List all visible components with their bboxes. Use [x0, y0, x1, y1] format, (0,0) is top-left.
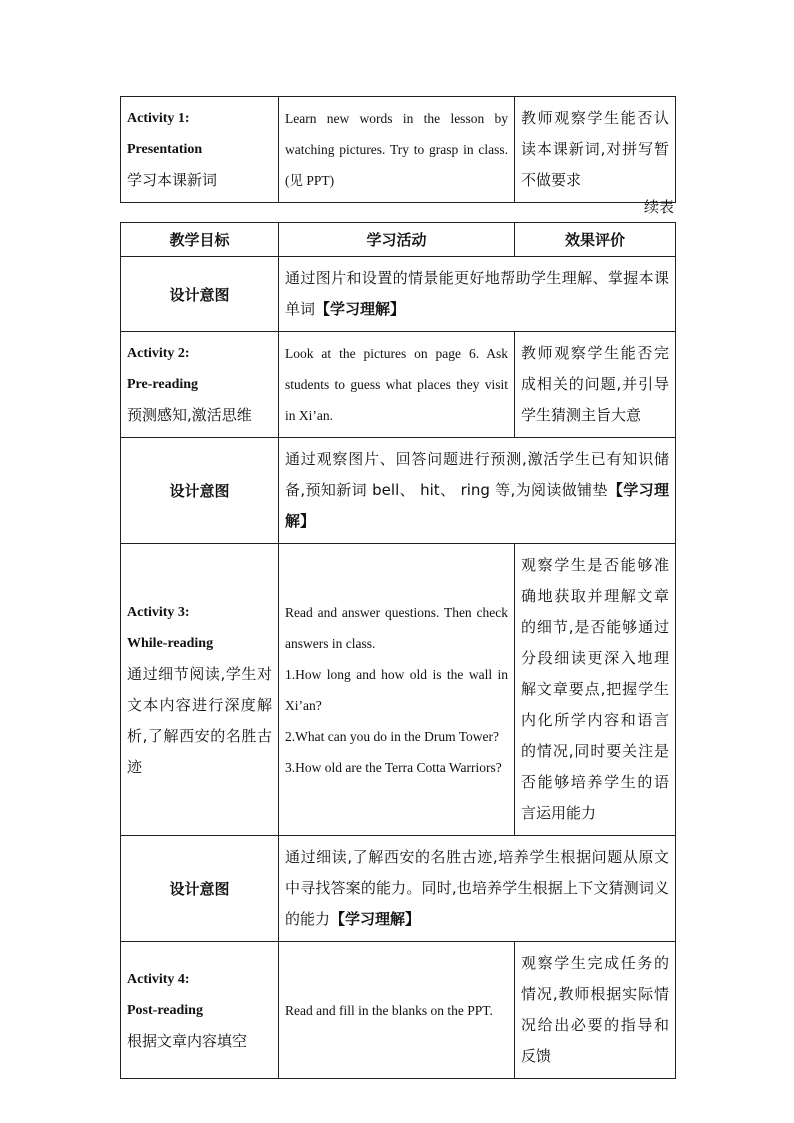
learning-activity-cell — [279, 544, 515, 836]
learning-activity-cell: Read and fill in the blanks on the PPT. — [279, 942, 515, 1079]
design-intent-text: 通过图片和设置的情景能更好地帮助学生理解、掌握本课单词 — [285, 269, 669, 318]
table-row-activity-4 — [121, 942, 676, 1079]
activity-title: Activity 3: — [127, 604, 190, 620]
design-intent-text: 通过观察图片、回答问题进行预测,激活学生已有知识储备,预知新词 bell、 hit、 ring 等,为阅读做铺垫 — [285, 450, 669, 499]
evaluation-cell: 观察学生是否能够准确地获取并理解文章的细节,是否能够通过分段细读更深入地理解文章要点,把握学生内化所学内容和语言的情况,同时要关注是否能够培养学生的语言运用能力 — [515, 544, 676, 836]
table-row-design-intent — [121, 257, 676, 332]
activity-description: 预测感知,激活思维 — [127, 406, 252, 424]
teaching-goal-cell — [121, 332, 279, 438]
table-row-design-intent — [121, 438, 676, 544]
design-intent-cell — [279, 438, 676, 544]
design-intent-label: 设计意图 — [121, 438, 279, 544]
activity-title: Activity 1: — [127, 111, 190, 126]
activity-stage: While-reading — [127, 635, 214, 651]
design-intent-cell — [279, 836, 676, 942]
design-intent-label: 设计意图 — [121, 257, 279, 332]
evaluation-cell: 教师观察学生能否完成相关的问题,并引导学生猜测主旨大意 — [515, 332, 676, 438]
lesson-table-part2 — [120, 222, 676, 1079]
column-header-learning-activity: 学习活动 — [279, 223, 515, 257]
question-3: 3.How old are the Terra Cotta Warriors? — [285, 759, 502, 775]
design-intent-tag: 【学习理解】 — [330, 910, 421, 928]
design-intent-label: 设计意图 — [121, 836, 279, 942]
teaching-goal-cell — [121, 97, 279, 203]
continued-label: 续表 — [643, 198, 674, 216]
activity-description: 通过细节阅读,学生对文本内容进行深度解析,了解西安的名胜古迹 — [127, 664, 272, 776]
table-header-row — [121, 223, 676, 257]
teaching-goal-cell — [121, 544, 279, 836]
design-intent-tag: 【学习理解】 — [285, 481, 669, 530]
activity-description: 根据文章内容填空 — [127, 1031, 248, 1050]
teaching-goal-cell — [121, 942, 279, 1079]
table-row-activity-3 — [121, 544, 676, 836]
activity-description: 学习本课新词 — [127, 171, 218, 189]
table-row-activity-2 — [121, 332, 676, 438]
learning-activity-cell: Learn new words in the lesson by watching pictures. Try to grasp in class.(见 PPT) — [279, 97, 515, 203]
activity-title: Activity 2: — [127, 346, 190, 361]
design-intent-cell — [279, 257, 676, 332]
question-2: 2.What can you do in the Drum Tower? — [285, 728, 499, 744]
lesson-table-part1 — [120, 96, 676, 203]
activity-stage: Presentation — [127, 142, 203, 157]
learning-activity-line: Read and answer questions. Then check answers in class. — [285, 604, 508, 651]
question-1: 1.How long and how old is the wall in Xi’an? — [285, 666, 508, 713]
activity-stage: Post-reading — [127, 1002, 203, 1018]
design-intent-tag: 【学习理解】 — [315, 300, 406, 318]
activity-title: Activity 4: — [127, 971, 190, 987]
column-header-teaching-goal: 教学目标 — [121, 223, 279, 257]
evaluation-cell: 教师观察学生能否认读本课新词,对拼写暂不做要求 — [515, 97, 676, 203]
design-intent-text: 通过细读,了解西安的名胜古迹,培养学生根据问题从原文中寻找答案的能力。同时,也培养学生根据上下文猜测词义的能力 — [285, 848, 669, 928]
table-row-design-intent — [121, 836, 676, 942]
evaluation-cell: 观察学生完成任务的情况,教师根据实际情况给出必要的指导和反馈 — [515, 942, 676, 1079]
column-header-evaluation: 效果评价 — [515, 223, 676, 257]
table-row-activity-1 — [121, 97, 676, 203]
activity-stage: Pre-reading — [127, 377, 199, 392]
learning-activity-cell: Look at the pictures on page 6. Ask students to guess what places they visit in Xi’an. — [279, 332, 515, 438]
